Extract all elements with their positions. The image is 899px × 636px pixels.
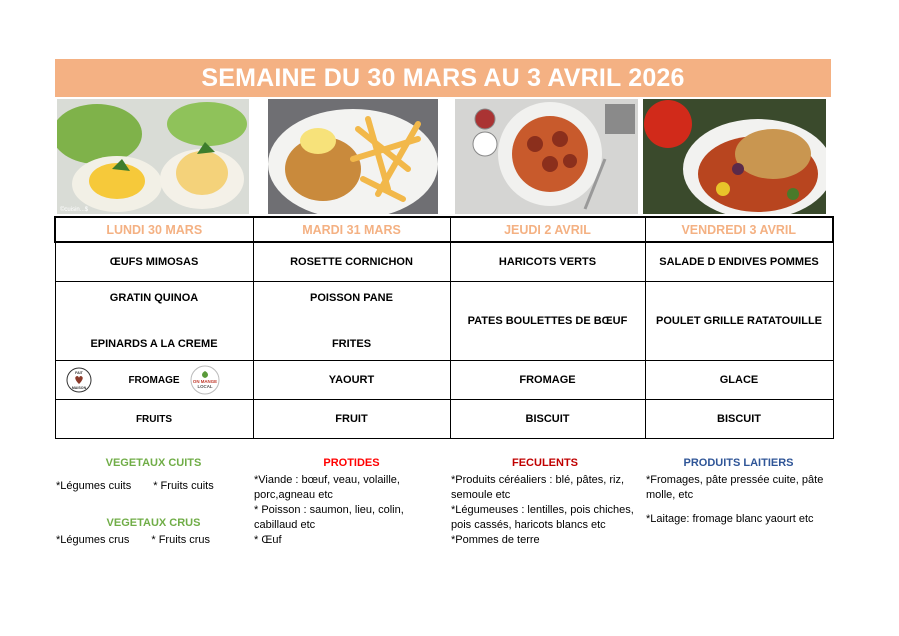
menu-cell: ROSETTE CORNICHON bbox=[253, 242, 450, 282]
legend-title: VEGETAUX CUITS bbox=[105, 457, 202, 469]
legend-title: PRODUITS LAITIERS bbox=[683, 457, 794, 469]
main-dish: GRATIN QUINOA bbox=[109, 292, 199, 304]
menu-cell: ŒUFS MIMOSAS bbox=[55, 242, 253, 282]
side-dish: EPINARDS A LA CREME bbox=[90, 338, 218, 350]
legend-vegetaux bbox=[56, 456, 251, 548]
menu-cell: GLACE bbox=[645, 361, 833, 400]
oeufs-mimosas-photo bbox=[57, 99, 249, 214]
day-header: MARDI 31 MARS bbox=[253, 217, 450, 242]
menu-cell: BISCUIT bbox=[645, 400, 833, 439]
side-dish: FRITES bbox=[331, 338, 372, 350]
menu-cell: FROMAGE bbox=[450, 361, 645, 400]
legend-title: VEGETAUX CRUS bbox=[106, 517, 201, 529]
legend-item: * Œuf bbox=[254, 534, 282, 546]
days-header-row bbox=[55, 217, 833, 242]
week-title-banner bbox=[55, 59, 831, 97]
spaghetti-boulettes-photo bbox=[455, 99, 638, 214]
legend-item: * Poisson : saumon, lieu, colin, cabillaud etc bbox=[254, 504, 404, 531]
menu-cell bbox=[55, 361, 253, 400]
menu-cell: FRUIT bbox=[253, 400, 450, 439]
legend-item: * Fruits crus bbox=[151, 534, 211, 546]
day-header: JEUDI 2 AVRIL bbox=[450, 217, 645, 242]
poulet-ratatouille-photo bbox=[643, 99, 826, 214]
dairy-row bbox=[55, 361, 833, 400]
svg-text:MAISON: MAISON bbox=[71, 386, 86, 390]
fait-maison-logo bbox=[66, 367, 92, 396]
menu-cell bbox=[253, 282, 450, 361]
legend-item: *Produits céréaliers : blé, pâtes, riz, semoule etc bbox=[451, 474, 625, 501]
legend-item: *Laitage: fromage blanc yaourt etc bbox=[646, 513, 814, 525]
svg-text:FAIT: FAIT bbox=[74, 371, 83, 375]
week-title: SEMAINE DU 30 MARS AU 3 AVRIL 2026 bbox=[201, 63, 685, 92]
photo-credit: ©cuisin...$ bbox=[60, 207, 89, 213]
menu-cell: YAOURT bbox=[253, 361, 450, 400]
svg-text:LOCAL: LOCAL bbox=[196, 384, 213, 389]
legend-item: *Viande : bœuf, veau, volaille, porc,agneau etc bbox=[254, 474, 400, 501]
legend-item: *Fromages, pâte pressée cuite, pâte molle, etc bbox=[646, 474, 824, 501]
menu-cell: BISCUIT bbox=[450, 400, 645, 439]
menu-cell: PATES BOULETTES DE BŒUF bbox=[450, 282, 645, 361]
escalope-frites-photo bbox=[268, 99, 438, 214]
legend-title: FECULENTS bbox=[512, 457, 578, 469]
starters-row bbox=[55, 242, 833, 282]
weekly-menu-table bbox=[54, 216, 834, 439]
legend-item: *Légumes crus bbox=[56, 534, 130, 546]
menu-cell: SALADE D ENDIVES POMMES bbox=[645, 242, 833, 282]
legend-feculents bbox=[451, 456, 639, 548]
legend-item: * Fruits cuits bbox=[153, 480, 214, 492]
menu-cell: POULET GRILLE RATATOUILLE bbox=[645, 282, 833, 361]
legend-item: *Pommes de terre bbox=[451, 534, 540, 546]
menu-cell: HARICOTS VERTS bbox=[450, 242, 645, 282]
desserts-row bbox=[55, 400, 833, 439]
legend-item: *Légumes cuits bbox=[56, 480, 132, 492]
day-header: LUNDI 30 MARS bbox=[55, 217, 253, 242]
legend-protides bbox=[254, 456, 449, 548]
menu-item: FROMAGE bbox=[128, 375, 180, 386]
legend-title: PROTIDES bbox=[323, 457, 380, 469]
legend-item: *Légumeuses : lentilles, pois chiches, pois cassés, haricots blancs etc bbox=[451, 504, 634, 531]
mains-row bbox=[55, 282, 833, 361]
main-dish: POISSON PANE bbox=[310, 292, 393, 304]
legend-laitiers bbox=[646, 456, 831, 527]
svg-text:ON MANGE: ON MANGE bbox=[192, 379, 217, 384]
menu-cell bbox=[55, 282, 253, 361]
menu-cell: FRUITS bbox=[55, 400, 253, 439]
day-header: VENDREDI 3 AVRIL bbox=[645, 217, 833, 242]
on-mange-local-logo bbox=[190, 365, 220, 398]
